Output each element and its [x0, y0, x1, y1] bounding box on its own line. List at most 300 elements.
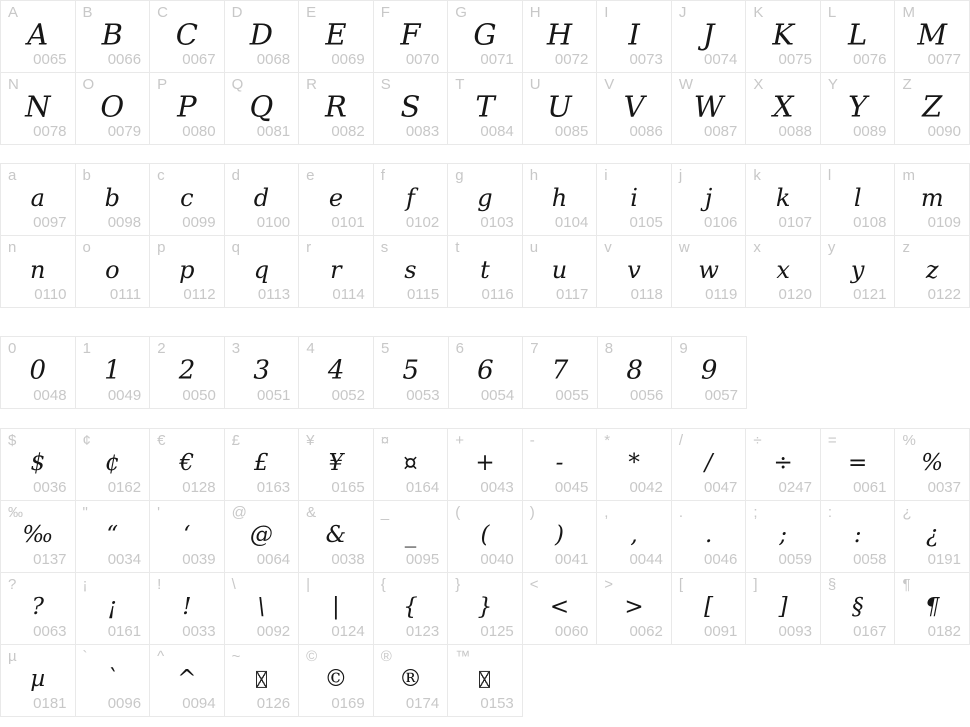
cell-char-label: r	[306, 239, 312, 256]
character-cell	[597, 1, 672, 73]
cell-code: 0169	[331, 695, 365, 712]
cell-char-label: ¿	[902, 504, 912, 521]
cell-char-label: [	[678, 576, 684, 593]
cell-code: 0044	[629, 551, 663, 568]
cell-code: 0096	[107, 695, 142, 712]
character-cell	[76, 164, 151, 236]
character-cell	[374, 429, 449, 501]
cell-char-label: >	[604, 576, 614, 593]
cell-glyph: ÷	[773, 449, 793, 476]
cell-code: 0043	[480, 479, 514, 496]
character-cell	[821, 1, 896, 73]
character-cell	[299, 164, 374, 236]
character-cell	[746, 164, 821, 236]
cell-code: 0046	[704, 551, 738, 568]
cell-char-label: ;	[753, 504, 758, 521]
cell-glyph: N	[25, 88, 51, 123]
character-cell	[672, 164, 747, 236]
character-cell	[150, 429, 225, 501]
cell-code: 0091	[704, 623, 738, 640]
cell-code: 0122	[927, 286, 961, 303]
character-cell	[448, 573, 523, 645]
cell-char-label: ÷	[753, 432, 762, 449]
character-cell	[598, 337, 673, 409]
character-cell	[150, 573, 225, 645]
cell-char-label: v	[604, 239, 612, 256]
cell-char-label: Y	[827, 76, 838, 93]
cell-char-label: N	[8, 76, 19, 93]
cell-glyph: I	[628, 16, 640, 51]
cell-char-label: G	[455, 4, 467, 21]
cell-code: 0037	[927, 479, 961, 496]
cell-code: 0072	[554, 51, 589, 68]
cell-char-label: F	[380, 4, 390, 21]
character-cell	[76, 73, 151, 145]
section-uppercase	[0, 0, 970, 145]
cell-code: 0124	[331, 623, 365, 640]
cell-code: 0049	[107, 387, 142, 404]
cell-code: 0050	[182, 387, 216, 404]
cell-char-label: 7	[530, 340, 539, 357]
cell-glyph: 3	[253, 355, 270, 386]
cell-glyph: R	[324, 88, 347, 123]
cell-glyph: =	[848, 449, 868, 476]
cell-code: 0067	[182, 51, 216, 68]
cell-char-label: ¶	[902, 576, 911, 593]
cell-glyph: ;	[779, 521, 788, 548]
cell-code: 0089	[853, 123, 887, 140]
section-symbols	[0, 428, 970, 717]
cell-char-label: ™	[455, 648, 471, 665]
cell-code: 0110	[34, 286, 67, 303]
cell-glyph: G	[473, 16, 497, 51]
cell-glyph: §	[851, 593, 864, 620]
cell-glyph: m	[920, 183, 944, 212]
cell-code: 0165	[331, 479, 365, 496]
cell-code: 0102	[405, 214, 440, 231]
cell-code: 0074	[704, 51, 738, 68]
cell-glyph: f	[406, 183, 415, 212]
cell-code: 0078	[33, 123, 67, 140]
cell-code: 0095	[405, 551, 440, 568]
cell-glyph: U	[547, 88, 572, 123]
cell-char-label: 1	[82, 340, 91, 357]
cell-code: 0123	[405, 623, 440, 640]
cell-char-label: µ	[8, 648, 17, 665]
cell-code: 0085	[554, 123, 589, 140]
character-cell	[374, 1, 449, 73]
cell-glyph: €	[179, 449, 195, 476]
cell-char-label: E	[306, 4, 317, 21]
cell-char-label: %	[902, 432, 916, 449]
cell-char-label: ^	[157, 648, 165, 665]
character-cell	[150, 236, 225, 308]
cell-code: 0055	[555, 387, 589, 404]
cell-char-label: Z	[902, 76, 912, 93]
cell-glyph: ]	[778, 593, 788, 620]
character-cell	[225, 73, 300, 145]
cell-code: 0045	[554, 479, 589, 496]
cell-char-label: ¤	[380, 432, 390, 449]
cell-code: 0087	[704, 123, 738, 140]
cell-char-label: g	[455, 167, 464, 184]
cell-char-label: U	[529, 76, 541, 93]
character-cell	[746, 501, 821, 573]
cell-code: 0099	[182, 214, 216, 231]
character-cell	[597, 236, 672, 308]
cell-code: 0191	[927, 551, 961, 568]
cell-char-label: k	[753, 167, 761, 184]
cell-glyph: H	[546, 16, 573, 51]
cell-code: 0069	[331, 51, 365, 68]
cell-glyph: k	[775, 183, 791, 212]
cell-code: 0098	[107, 214, 142, 231]
cell-char-label: £	[231, 432, 240, 449]
character-cell	[374, 645, 449, 717]
cell-char-label: e	[306, 167, 315, 184]
character-cell	[1, 73, 76, 145]
cell-glyph: n	[30, 255, 46, 284]
cell-glyph: $	[30, 449, 46, 476]
character-cell	[225, 501, 300, 573]
cell-code: 0126	[256, 695, 291, 712]
cell-glyph: C	[175, 16, 198, 51]
character-cell	[895, 164, 970, 236]
cell-glyph: £	[254, 449, 269, 476]
character-cell	[821, 164, 896, 236]
character-cell	[895, 573, 970, 645]
cell-code: 0075	[778, 51, 812, 68]
cell-glyph: j	[704, 183, 713, 212]
cell-char-label: .	[678, 504, 684, 521]
cell-code: 0066	[107, 51, 142, 68]
cell-char-label: /	[678, 432, 684, 449]
character-cell	[225, 337, 300, 409]
cell-glyph: t	[480, 255, 490, 284]
cell-char-label: H	[529, 4, 541, 21]
cell-char-label: l	[827, 167, 832, 184]
cell-code: 0109	[927, 214, 961, 231]
cell-char-label: u	[529, 239, 539, 256]
cell-char-label: 4	[306, 340, 315, 357]
cell-glyph: >	[624, 593, 644, 620]
cell-glyph: 9	[700, 355, 718, 386]
cell-char-label: Q	[231, 76, 244, 93]
cell-code: 0104	[554, 214, 589, 231]
cell-code: 0057	[704, 387, 738, 404]
cell-glyph: <	[549, 593, 570, 620]
character-cell	[821, 501, 896, 573]
cell-char-label: ®	[380, 648, 392, 665]
cell-glyph: v	[627, 255, 641, 284]
cell-char-label: )	[529, 504, 535, 521]
cell-code: 0052	[331, 387, 365, 404]
cell-code: 0061	[853, 479, 887, 496]
cell-glyph: %	[921, 449, 944, 476]
cell-glyph: *	[628, 449, 640, 476]
cell-glyph: |	[332, 593, 340, 620]
character-cell	[374, 164, 449, 236]
character-cell	[76, 429, 151, 501]
character-cell	[448, 645, 523, 717]
character-cell	[523, 501, 598, 573]
character-cell	[672, 337, 747, 409]
character-cell	[672, 236, 747, 308]
character-cell	[895, 1, 970, 73]
character-cell	[448, 164, 523, 236]
cell-char-label: ©	[306, 648, 318, 665]
cell-char-label: o	[82, 239, 91, 256]
character-cell	[150, 73, 225, 145]
cell-glyph: a	[30, 183, 45, 212]
cell-code: 0039	[182, 551, 216, 568]
cell-glyph: µ	[30, 665, 46, 692]
cell-char-label: m	[902, 167, 915, 184]
character-cell	[597, 164, 672, 236]
cell-code: 0161	[107, 623, 142, 640]
cell-glyph: c	[180, 183, 194, 212]
cell-glyph: [	[704, 593, 714, 620]
cell-glyph: 7	[551, 355, 569, 386]
cell-glyph: E	[325, 16, 347, 51]
character-cell	[225, 164, 300, 236]
cell-code: 0086	[629, 123, 663, 140]
character-cell	[448, 429, 523, 501]
character-cell	[1, 236, 76, 308]
cell-glyph: L	[848, 16, 868, 51]
character-cell	[1, 573, 76, 645]
cell-char-label: |	[306, 576, 311, 593]
character-cell	[1, 501, 76, 573]
cell-glyph: o	[105, 255, 120, 284]
missing-glyph-box-icon	[256, 671, 267, 688]
cell-char-label: K	[753, 4, 764, 21]
character-cell	[448, 501, 523, 573]
cell-glyph: ?	[31, 593, 44, 620]
cell-glyph: Q	[249, 88, 274, 123]
character-cell	[299, 429, 374, 501]
cell-char-label: s	[380, 239, 389, 256]
cell-code: 0079	[107, 123, 142, 140]
cell-char-label: 2	[157, 340, 166, 357]
cell-char-label: @	[231, 504, 247, 521]
cell-glyph	[225, 665, 299, 691]
cell-char-label: `	[82, 648, 88, 665]
cell-glyph: ‰	[22, 521, 54, 548]
character-cell	[821, 573, 896, 645]
cell-code: 0083	[405, 123, 440, 140]
cell-char-label: 5	[380, 340, 390, 357]
cell-glyph: `	[106, 665, 119, 692]
cell-glyph: !	[182, 593, 192, 620]
character-cell	[299, 73, 374, 145]
cell-glyph: r	[330, 255, 342, 284]
cell-glyph: T	[475, 88, 495, 123]
cell-char-label: ‰	[8, 504, 23, 521]
cell-char-label: q	[231, 239, 240, 256]
cell-char-label: ¢	[82, 432, 91, 449]
character-cell	[1, 645, 76, 717]
cell-char-label: V	[604, 76, 615, 93]
character-cell	[1, 337, 76, 409]
cell-glyph: F	[400, 16, 421, 51]
cell-glyph: d	[253, 183, 270, 212]
cell-char-label: ¡	[82, 576, 88, 593]
cell-code: 0116	[481, 286, 514, 303]
character-cell	[448, 236, 523, 308]
character-cell	[672, 1, 747, 73]
cell-char-label: }	[455, 576, 461, 593]
character-cell	[1, 429, 76, 501]
cell-glyph: q	[253, 255, 270, 284]
cell-char-label: j	[678, 167, 683, 184]
cell-glyph: h	[551, 183, 568, 212]
cell-code: 0108	[853, 214, 887, 231]
character-cell	[150, 1, 225, 73]
section-digits	[0, 336, 747, 409]
character-cell	[299, 236, 374, 308]
cell-code: 0114	[332, 286, 365, 303]
character-cell	[299, 501, 374, 573]
cell-glyph: {	[403, 593, 418, 620]
cell-char-label: z	[902, 239, 910, 256]
character-cell	[374, 337, 449, 409]
character-cell	[672, 573, 747, 645]
character-cell	[150, 164, 225, 236]
cell-char-label: A	[8, 4, 19, 21]
cell-code: 0059	[778, 551, 812, 568]
character-cell	[895, 429, 970, 501]
cell-char-label: \	[231, 576, 236, 593]
character-cell	[895, 73, 970, 145]
cell-code: 0097	[33, 214, 67, 231]
character-cell	[449, 337, 524, 409]
cell-char-label: n	[8, 239, 17, 256]
character-cell	[150, 337, 225, 409]
cell-glyph: (	[480, 521, 490, 548]
character-cell	[523, 73, 598, 145]
cell-code: 0090	[927, 123, 961, 140]
cell-code: 0071	[480, 51, 514, 68]
cell-glyph: e	[328, 183, 344, 212]
cell-glyph: 4	[327, 355, 345, 386]
cell-code: 0118	[630, 286, 663, 303]
cell-glyph: ©	[324, 665, 348, 692]
character-cell	[374, 573, 449, 645]
cell-code: 0107	[778, 214, 812, 231]
cell-code: 0076	[853, 51, 887, 68]
cell-glyph: g	[477, 183, 493, 212]
character-cell	[299, 337, 374, 409]
character-cell	[76, 501, 151, 573]
cell-glyph: W	[693, 88, 724, 123]
cell-char-label: D	[231, 4, 243, 21]
cell-glyph: x	[776, 255, 790, 284]
cell-glyph: l	[853, 183, 862, 212]
cell-code: 0041	[554, 551, 589, 568]
cell-code: 0064	[256, 551, 291, 568]
cell-code: 0105	[629, 214, 663, 231]
character-cell	[523, 337, 598, 409]
cell-code: 0093	[778, 623, 812, 640]
character-cell	[523, 1, 598, 73]
character-cell	[746, 1, 821, 73]
cell-char-label: B	[82, 4, 93, 21]
character-cell	[150, 501, 225, 573]
cell-code: 0181	[33, 695, 67, 712]
cell-char-label: ]	[753, 576, 758, 593]
cell-code: 0068	[256, 51, 291, 68]
cell-char-label: R	[306, 76, 317, 93]
cell-char-label: _	[380, 504, 390, 521]
cell-glyph: ¶	[924, 593, 940, 620]
cell-glyph: 0	[29, 355, 47, 386]
cell-char-label: §	[827, 576, 837, 593]
cell-char-label: {	[380, 576, 386, 593]
cell-char-label: ?	[8, 576, 17, 593]
character-cell	[374, 501, 449, 573]
cell-glyph: &	[325, 521, 347, 548]
character-cell	[895, 501, 970, 573]
character-cell	[150, 645, 225, 717]
character-cell	[299, 573, 374, 645]
character-cell	[597, 429, 672, 501]
cell-char-label: €	[157, 432, 166, 449]
character-cell	[672, 429, 747, 501]
character-cell	[746, 573, 821, 645]
cell-code: 0111	[109, 286, 142, 303]
character-cell	[523, 164, 598, 236]
cell-char-label: L	[827, 4, 837, 21]
character-cell	[76, 236, 151, 308]
cell-char-label: b	[82, 167, 91, 184]
cell-code: 0128	[182, 479, 216, 496]
character-cell	[374, 236, 449, 308]
cell-char-label: "	[82, 504, 88, 521]
cell-char-label: 8	[604, 340, 614, 357]
cell-code: 0182	[927, 623, 961, 640]
cell-char-label: y	[827, 239, 836, 256]
character-cell	[821, 73, 896, 145]
character-cell	[225, 573, 300, 645]
cell-char-label: i	[604, 167, 608, 184]
cell-glyph: X	[772, 88, 794, 123]
cell-glyph: -	[555, 449, 564, 476]
cell-char-label: W	[678, 76, 694, 93]
cell-char-label: (	[455, 504, 461, 521]
cell-char-label: O	[82, 76, 95, 93]
cell-glyph: D	[249, 16, 273, 51]
cell-char-label: P	[157, 76, 168, 93]
cell-glyph: B	[101, 16, 123, 51]
cell-glyph: ¢	[104, 449, 120, 476]
cell-glyph: w	[698, 255, 719, 284]
cell-code: 0101	[331, 214, 365, 231]
cell-char-label: +	[455, 432, 464, 449]
cell-glyph: ¿	[926, 521, 939, 548]
cell-char-label: M	[902, 4, 915, 21]
section-lowercase	[0, 163, 970, 308]
cell-code: 0120	[778, 286, 812, 303]
cell-glyph: P	[177, 88, 197, 123]
character-cell	[523, 429, 598, 501]
character-cell	[746, 73, 821, 145]
character-cell	[225, 429, 300, 501]
cell-code: 0163	[256, 479, 291, 496]
missing-glyph-box-icon	[479, 671, 490, 688]
cell-char-label: -	[529, 432, 535, 449]
cell-code: 0081	[256, 123, 291, 140]
